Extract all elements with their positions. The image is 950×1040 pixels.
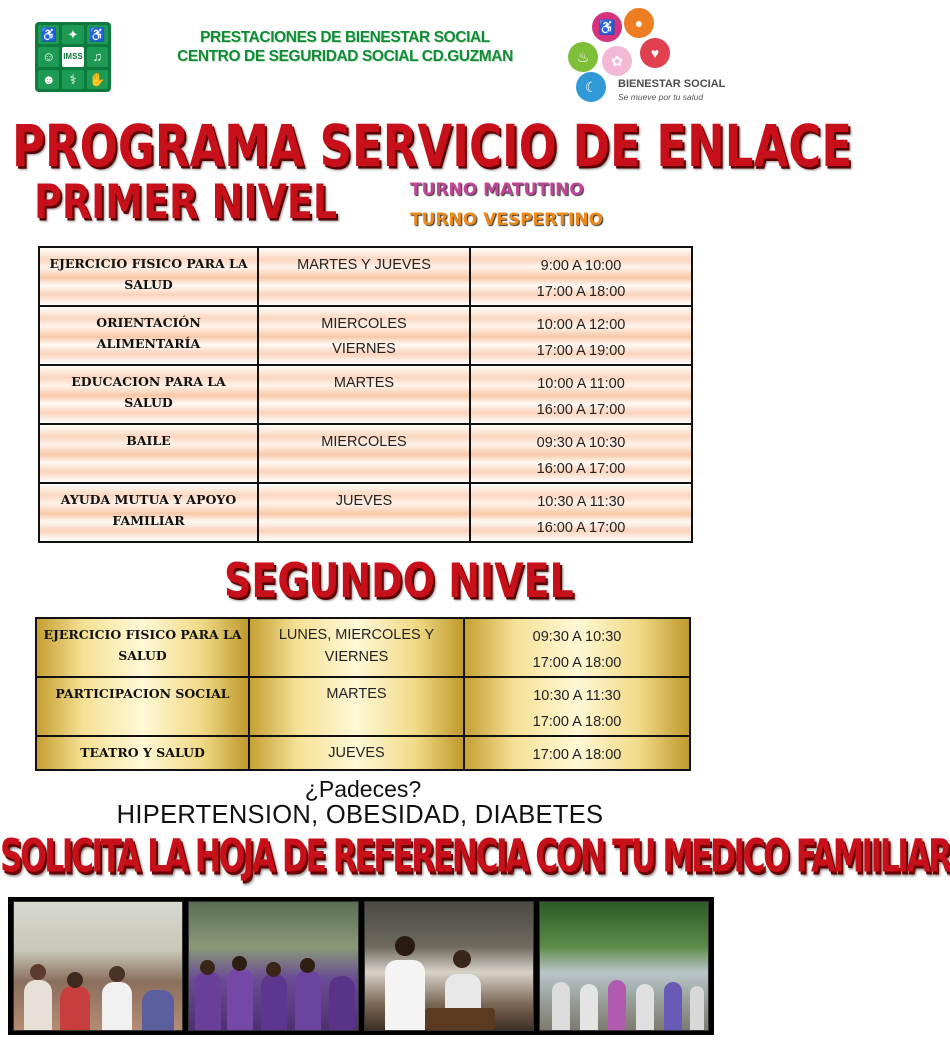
activity-cell: PARTICIPACION SOCIAL [36, 677, 249, 736]
conditions-text: HIPERTENSION, OBESIDAD, DIABETES [116, 801, 604, 829]
cane-icon: ⚕ [62, 70, 83, 89]
activity-cell: BAILE [39, 424, 258, 483]
question-text: ¿Padeces? [304, 776, 422, 802]
table-row [39, 247, 692, 306]
flower-center-icon: ✿ [602, 46, 632, 76]
photo-outdoor-exercise [539, 901, 709, 1031]
heart-icon: ♥ [640, 38, 670, 68]
hour-text: 17:00 A 18:00 [532, 747, 622, 763]
level2-title: SEGUNDO NIVEL [224, 553, 574, 608]
hour-text: 17:00 A 18:00 [536, 284, 626, 300]
table-row [39, 306, 692, 365]
day-text: MARTES [333, 375, 395, 391]
header-line-2: CENTRO DE SEGURIDAD SOCIAL CD.GUZMAN [177, 48, 513, 65]
days-cell [258, 365, 470, 424]
days-cell [258, 306, 470, 365]
hour-text: 17:00 A 18:00 [532, 655, 622, 671]
header-institution [120, 28, 570, 66]
hand-icon: ✋ [87, 70, 108, 89]
hours-cell [470, 365, 692, 424]
chef-icon: ♨ [568, 42, 598, 72]
disability-icon: ♿ [38, 25, 59, 44]
table-row [36, 736, 690, 770]
page-title: PROGRAMA SERVICIO DE ENLACE [12, 112, 853, 180]
hour-text: 17:00 A 18:00 [532, 714, 622, 730]
hours-cell [470, 247, 692, 306]
day-text: VIERNES [332, 341, 396, 357]
bienestar-social-logo [562, 6, 726, 106]
table-row [39, 424, 692, 483]
wheelchair-icon: ♿ [87, 25, 108, 44]
level1-schedule-table [38, 246, 693, 543]
hour-text: 16:00 A 17:00 [536, 402, 626, 418]
bienestar-logo-tagline: Se mueve por tu salud [618, 92, 704, 102]
level1-title: PRIMER NIVEL [34, 174, 338, 229]
activity-cell: ORIENTACIÓN ALIMENTARÍA [39, 306, 258, 365]
table-row [39, 365, 692, 424]
photo-exercise-class [188, 901, 358, 1031]
people-icon: ☺ [38, 47, 59, 66]
day-text: MARTES Y JUEVES [297, 257, 431, 273]
hour-text: 10:30 A 11:30 [533, 688, 621, 704]
eagle-icon: ✦ [62, 25, 83, 44]
hour-text: 17:00 A 19:00 [536, 343, 626, 359]
hours-cell [464, 618, 690, 677]
day-text: MARTES [326, 686, 387, 702]
hour-text: 10:00 A 12:00 [536, 317, 626, 333]
activity-cell: EJERCICIO FISICO PARA LA SALUD [36, 618, 249, 677]
hour-text: 16:00 A 17:00 [536, 461, 626, 477]
photo-strip [8, 897, 714, 1035]
hour-text: 10:00 A 11:00 [537, 376, 625, 392]
photo-group-meeting [13, 901, 183, 1031]
hours-cell [464, 736, 690, 770]
hours-cell [464, 677, 690, 736]
photo-cooking-workshop [364, 901, 534, 1031]
days-cell [258, 247, 470, 306]
shift-evening: TURNO VESPERTINO [410, 210, 604, 230]
day-text: MIERCOLES [321, 434, 407, 450]
bed-icon: ☾ [576, 72, 606, 102]
days-cell [258, 483, 470, 542]
hours-cell [470, 306, 692, 365]
hour-text: 9:00 A 10:00 [540, 258, 622, 274]
ear-icon: ♫ [87, 47, 108, 66]
day-text: LUNES, MIERCOLES Y VIERNES [278, 627, 435, 665]
dumbbell-icon: ● [624, 8, 654, 38]
activity-cell: AYUDA MUTUA Y APOYO FAMILIAR [39, 483, 258, 542]
days-cell [249, 618, 464, 677]
wheelchair-icon: ♿ [592, 12, 622, 42]
hour-text: 10:30 A 11:30 [537, 494, 625, 510]
activity-cell: EJERCICIO FISICO PARA LA SALUD [39, 247, 258, 306]
table-row [36, 618, 690, 677]
hours-cell [470, 483, 692, 542]
days-cell [249, 677, 464, 736]
activity-cell: TEATRO Y SALUD [36, 736, 249, 770]
imss-logo [35, 22, 111, 92]
hour-text: 09:30 A 10:30 [532, 629, 622, 645]
table-row [39, 483, 692, 542]
imss-emblem: IMSS [62, 47, 83, 66]
days-cell [258, 424, 470, 483]
day-text: JUEVES [328, 745, 385, 761]
level2-schedule-table [35, 617, 691, 771]
header-line-1: PRESTACIONES DE BIENESTAR SOCIAL [200, 29, 490, 46]
family-icon: ☻ [38, 70, 59, 89]
hours-cell [470, 424, 692, 483]
call-to-action: SOLICITA LA HOJA DE REFERENCIA CON TU MEDICO FAMIILIAR [0, 831, 950, 884]
day-text: JUEVES [335, 493, 393, 509]
bienestar-logo-title: BIENESTAR SOCIAL [618, 78, 726, 90]
activity-cell: EDUCACION PARA LA SALUD [39, 365, 258, 424]
table-row [36, 677, 690, 736]
day-text: MIERCOLES [321, 316, 407, 332]
hour-text: 09:30 A 10:30 [536, 435, 626, 451]
days-cell [249, 736, 464, 770]
shift-morning: TURNO MATUTINO [410, 180, 584, 200]
hour-text: 16:00 A 17:00 [536, 520, 626, 536]
